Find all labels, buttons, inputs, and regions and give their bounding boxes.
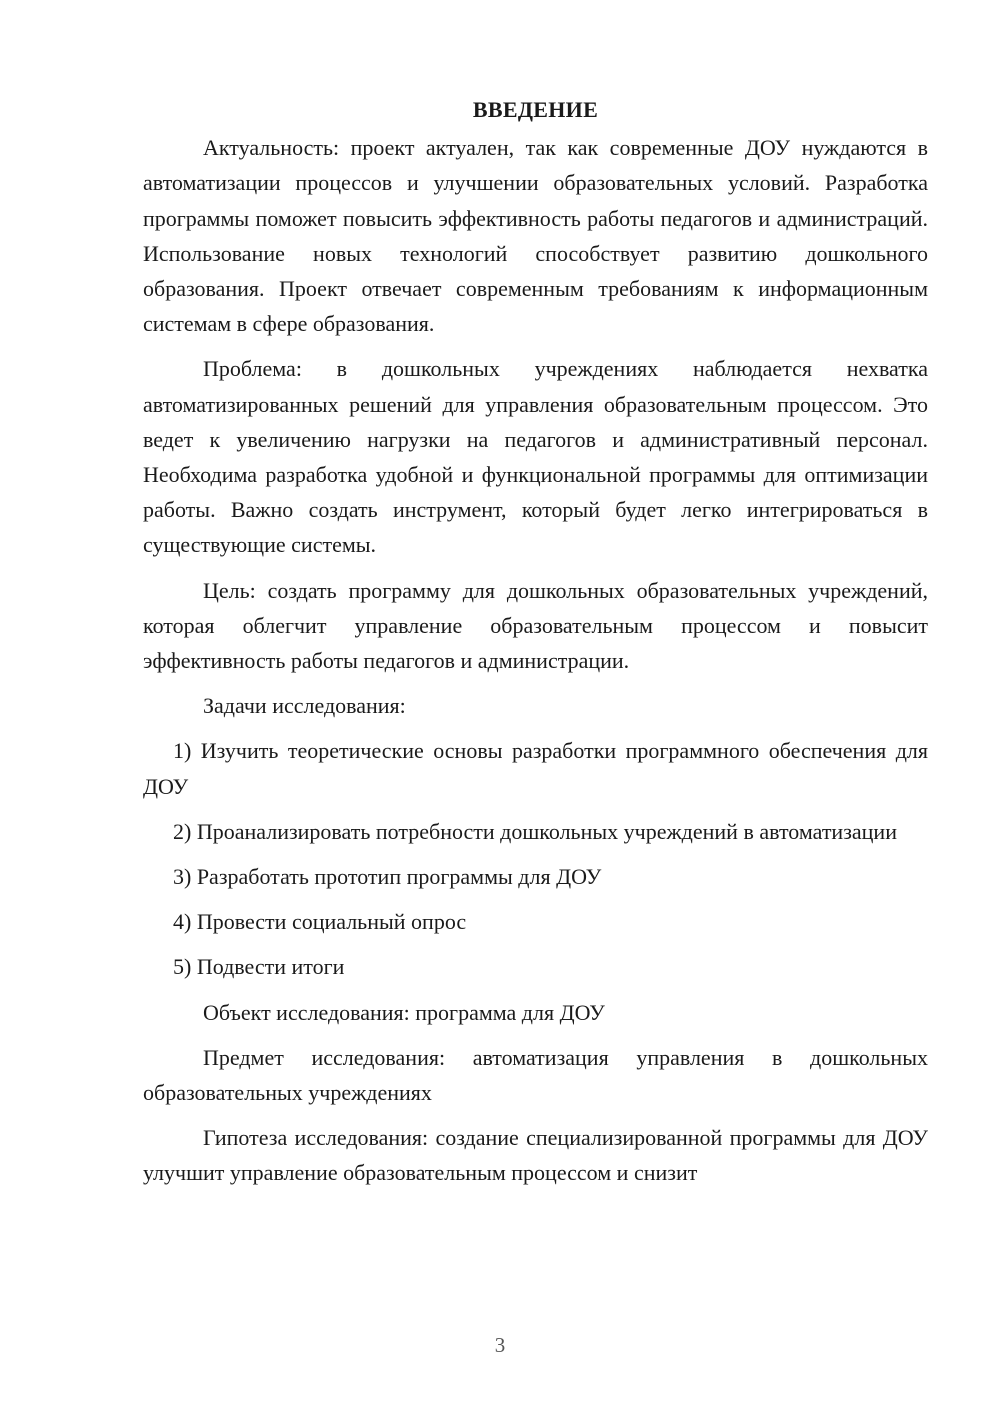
task-item-3: 3) Разработать прототип программы для ДОУ (173, 864, 602, 890)
paragraph-relevance: Актуальность: проект актуален, так как современные ДОУ нуждаются в автоматизации процессов и улучшении образовательных условий. Разработка программы поможет повысить эффективность работы педагогов и администраций. Использование новых технологий способствует развитию дошкольного образования. Проект отвечает современным требованиям к информационным системам в сфере образования. (143, 135, 928, 337)
task-item-1: 1) Изучить теоретические основы разработки программного обеспечения для ДОУ (143, 738, 928, 799)
paragraph-object: Объект исследования: программа для ДОУ (203, 999, 605, 1025)
paragraph-problem: Проблема: в дошкольных учреждениях наблюдается нехватка автоматизированных решений для управления образовательным процессом. Это ведет к увеличению нагрузки на педагогов и административный персонал. Необходима разработка удобной и функциональной программы для оптимизации работы. Важно создать инструмент, который будет легко интегрироваться в существующие системы. (143, 356, 928, 558)
task-item-5: 5) Подвести итоги (173, 954, 345, 980)
section-title: ВВЕДЕНИЕ (472, 97, 599, 122)
paragraph-goal: Цель: создать программу для дошкольных образовательных учреждений, которая облегчит управление образовательным процессом и повысит эффективность работы педагогов и администрации. (143, 577, 928, 674)
document-page (143, 92, 928, 1201)
page-number: 3 (494, 1333, 506, 1357)
task-item-2: 2) Проанализировать потребности дошкольных учреждений в автоматизации (173, 818, 897, 844)
paragraph-tasks-heading: Задачи исследования: (203, 693, 406, 719)
paragraph-subject: Предмет исследования: автоматизация управления в дошкольных образовательных учреждениях (143, 1044, 928, 1106)
paragraph-hypothesis: Гипотеза исследования: создание специализированной программы для ДОУ улучшит управление образовательным процессом и снизит (143, 1125, 928, 1186)
task-item-4: 4) Провести социальный опрос (173, 909, 467, 935)
